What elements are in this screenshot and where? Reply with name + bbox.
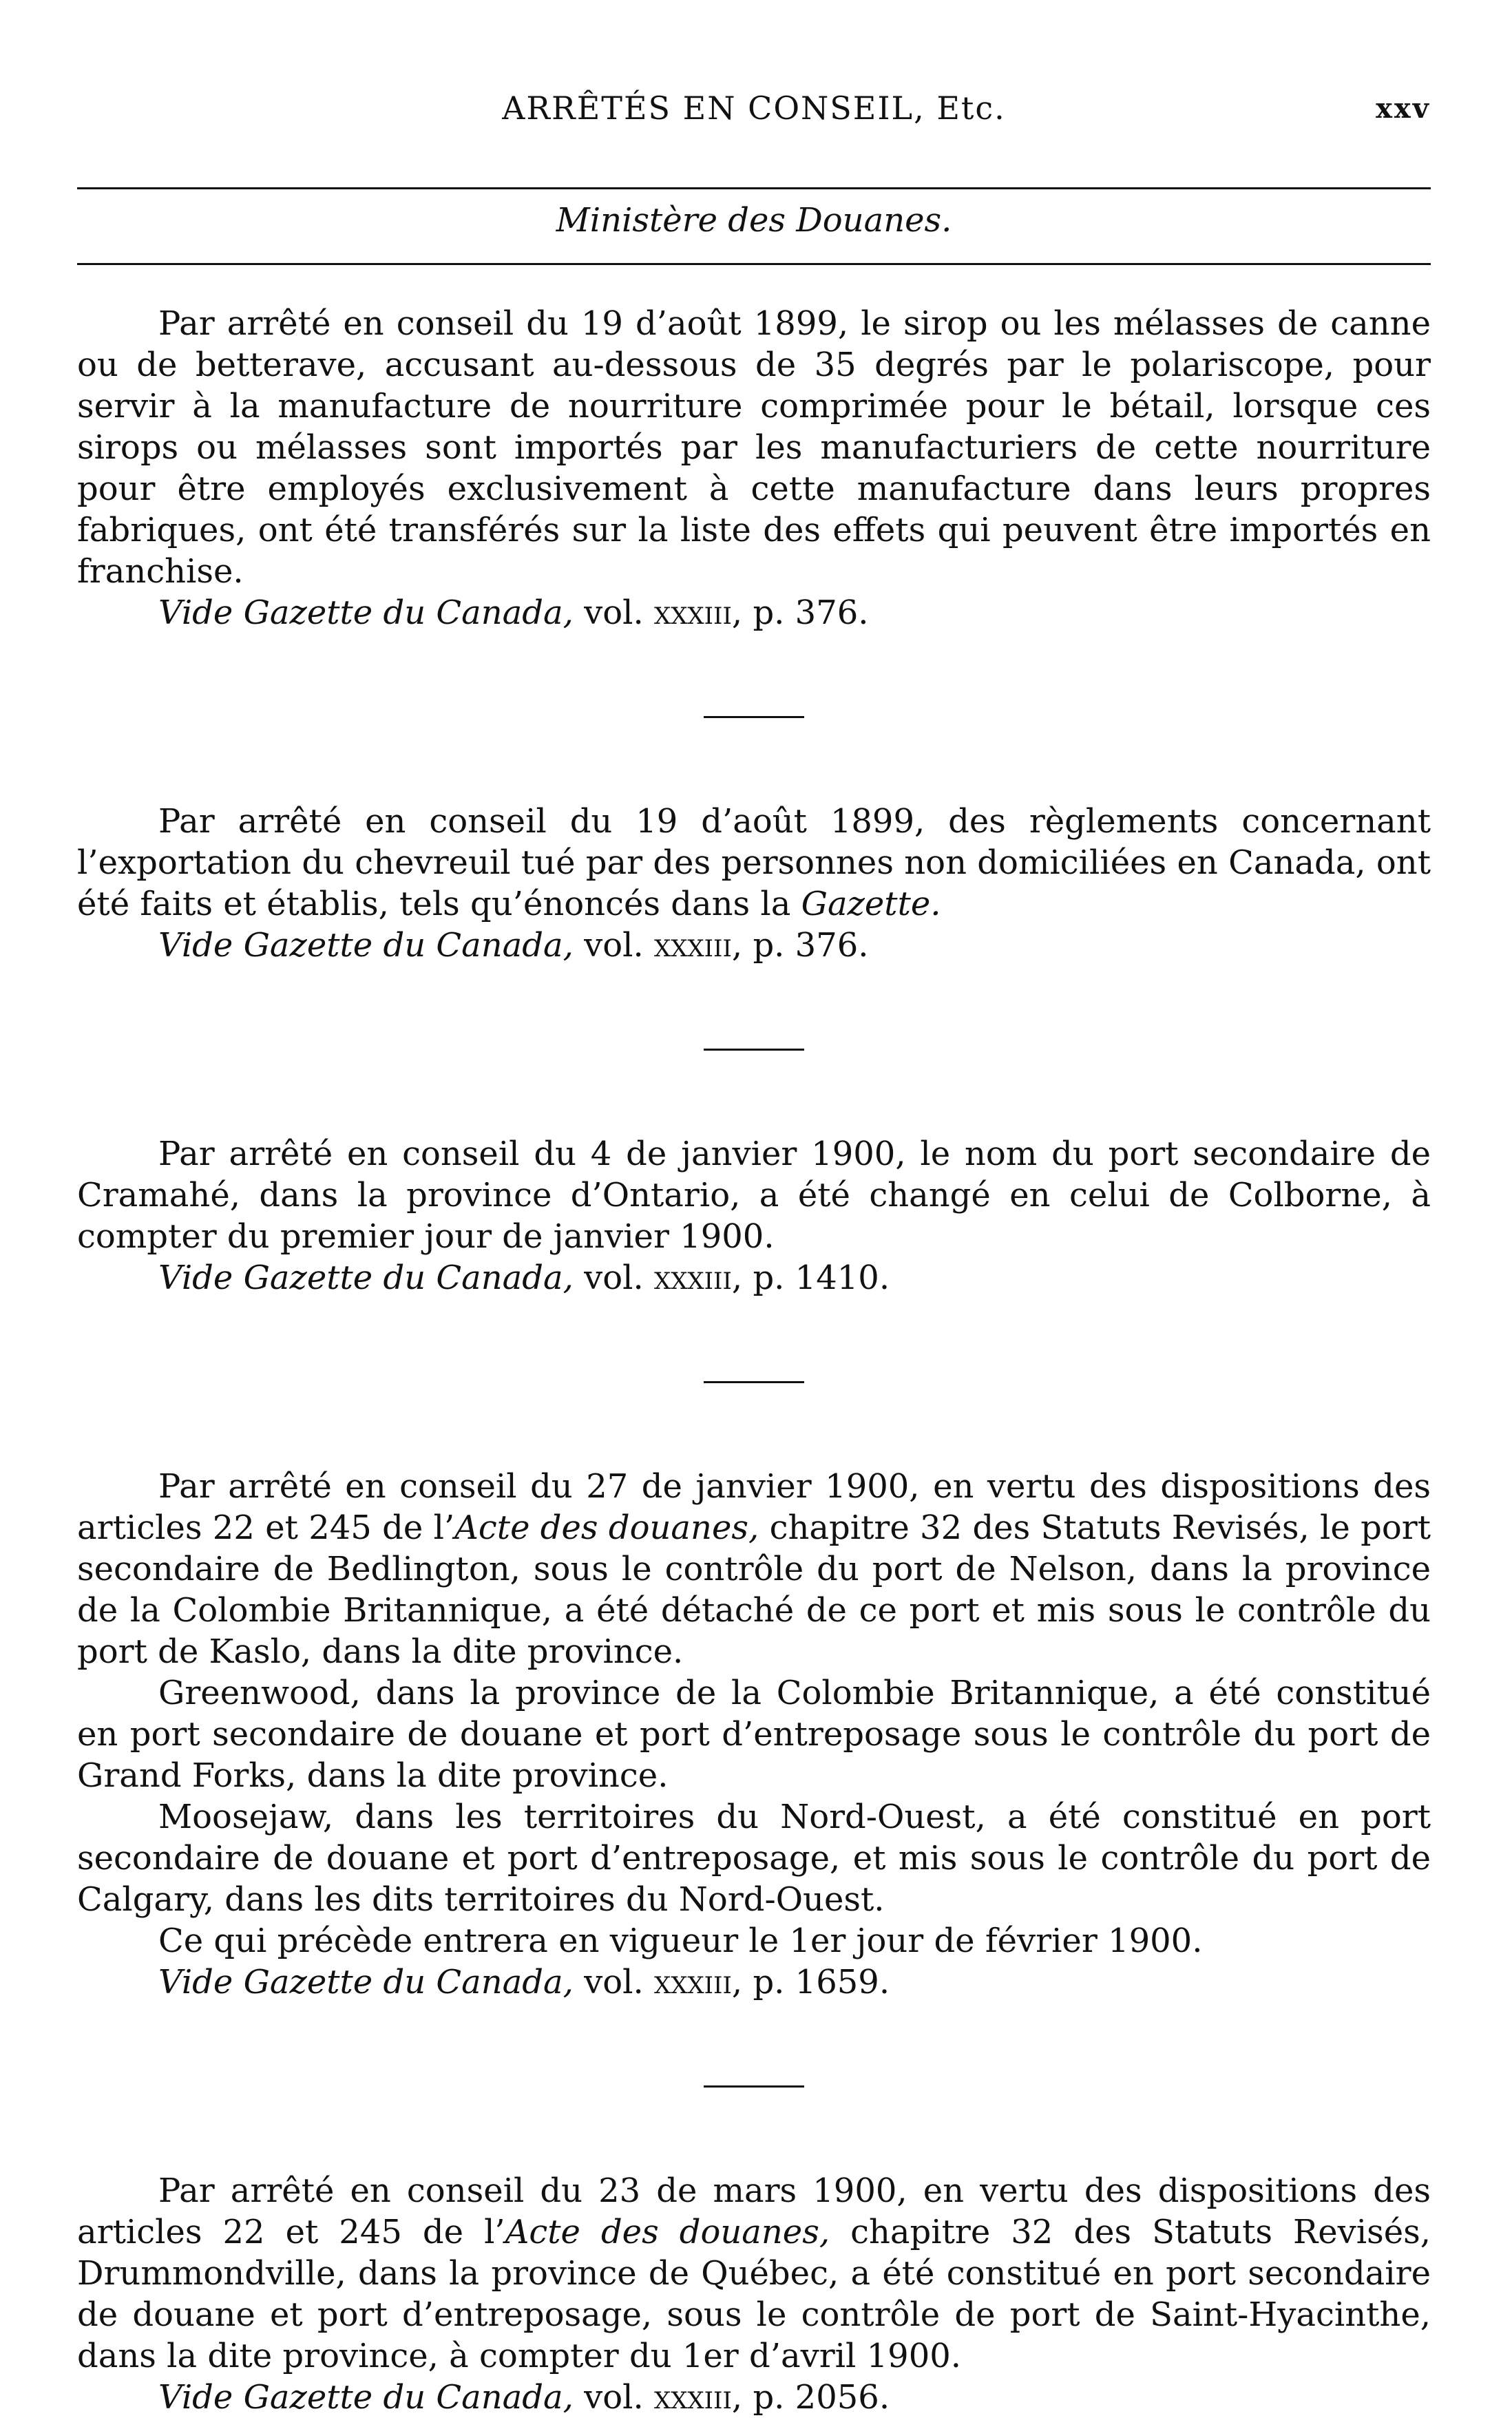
paragraph-text: Par arrêté en conseil du 19 d’août 1899, des règlements concernant l’exportation du chevreuil tué par des personnes non domiciliées en Canada, ont été faits et établis, tels qu’énoncés dans la [77,802,1431,923]
citation-volume: xxxiii [654,1259,732,1297]
paragraph-text: Par arrêté en conseil du 23 de mars 1900, en vertu des dispositions des articles 22 et 245 de l’ [77,2172,1431,2251]
paragraph-italic-text: Acte des douanes, [454,1508,759,1547]
citation-source: Vide Gazette du Canada, [158,2378,574,2417]
header-rule [77,187,1431,189]
citation [77,2377,1431,2418]
citation-page: , p. 376. [731,926,869,965]
citation-vol: vol. [584,593,644,632]
order-entry [77,2170,1431,2418]
paragraph-text: chapitre 32 des Statuts Revisés, le port secondaire de Bedlington, sous le contrôle du port de Nelson, dans la province de la Colombie Britannique, a été détaché de ce port et mis sous le contrôle du port de Kaslo, dans la dite province. [77,1508,1431,1671]
document-body [77,303,1431,2418]
paragraph: Par arrêté en conseil du 4 de janvier 1900, le nom du port secondaire de Cramahé, dans la province d’Ontario, a été changé en celui de Colborne, à compter du premier jour de janvier 1900. [77,1135,1431,1256]
citation-page: , p. 1410. [731,1259,890,1297]
citation [77,592,1431,633]
order-entry [77,801,1431,966]
citation [77,925,1431,966]
paragraph [77,1466,1431,1672]
citation-vol: vol. [584,1259,644,1297]
citation-volume: xxxiii [654,593,732,632]
order-entry [77,303,1431,633]
citation-vol: vol. [584,1963,644,2001]
paragraph-italic-text: Gazette. [801,885,941,923]
citation-volume: xxxiii [654,1963,732,2001]
paragraph: Par arrêté en conseil du 19 d’août 1899, le sirop ou les mélasses de canne ou de betterave, accusant au-dessous de 35 degrés par le polariscope, pour servir à la manufacture de nourriture comprimée pour le bétail, lorsque ces sirops ou mélasses sont importés par les manufacturiers de cette nourriture pour être employés exclusivement à cette manufacture dans leurs propres fabriques, ont été transférés sur la liste des effets qui peuvent être importés en franchise. [77,304,1431,591]
citation [77,1962,1431,2003]
paragraph-text: Par arrêté en conseil du 27 de janvier 1900, en vertu des dispositions des articles 22 et 245 de l’ [77,1467,1431,1547]
paragraph [77,2170,1431,2377]
citation-vol: vol. [584,2378,644,2417]
entry-divider [704,1049,804,1051]
citation [77,1257,1431,1299]
citation-volume: xxxiii [654,926,732,965]
citation-page: , p. 376. [731,593,869,632]
page-header [77,83,1431,240]
paragraph: Ce qui précède entrera en vigueur le 1er jour de février 1900. [158,1922,1203,1960]
section-title: Ministère des Douanes. [556,201,952,240]
citation-page: , p. 2056. [731,2378,890,2417]
paragraph: Moosejaw, dans les territoires du Nord-Ouest, a été constitué en port secondaire de douane et port d’entreposage, et mis sous le contrôle du port de Calgary, dans les dits territoires du Nord-Ouest. [77,1798,1431,1919]
citation-source: Vide Gazette du Canada, [158,1259,574,1297]
paragraph [77,801,1431,925]
citation-source: Vide Gazette du Canada, [158,593,574,632]
entry-divider [704,1381,804,1383]
citation-page: , p. 1659. [731,1963,890,2001]
citation-source: Vide Gazette du Canada, [158,926,574,965]
paragraph-text: chapitre 32 des Statuts Revisés, Drummondville, dans la province de Québec, a été constitué en port secondaire de douane et port d’entreposage, sous le contrôle de port de Saint-Hyacinthe, dans la dite province, à compter du 1er d’avril 1900. [77,2213,1431,2375]
order-entry [77,1133,1431,1299]
page [77,83,1431,2417]
section-rule [77,263,1431,265]
entry-divider [704,2085,804,2088]
order-entry [77,1466,1431,2003]
citation-volume: xxxiii [654,2378,732,2417]
entry-divider [704,716,804,718]
citation-vol: vol. [584,926,644,965]
paragraph-italic-text: Acte des douanes, [505,2213,830,2251]
page-number: xxv [1376,92,1431,125]
paragraph: Greenwood, dans la province de la Colombie Britannique, a été constitué en port secondaire de douane et port d’entreposage sous le contrôle du port de Grand Forks, dans la dite province. [77,1674,1431,1795]
running-title: ARRÊTÉS EN CONSEIL, Etc. [502,90,1006,127]
citation-source: Vide Gazette du Canada, [158,1963,574,2001]
